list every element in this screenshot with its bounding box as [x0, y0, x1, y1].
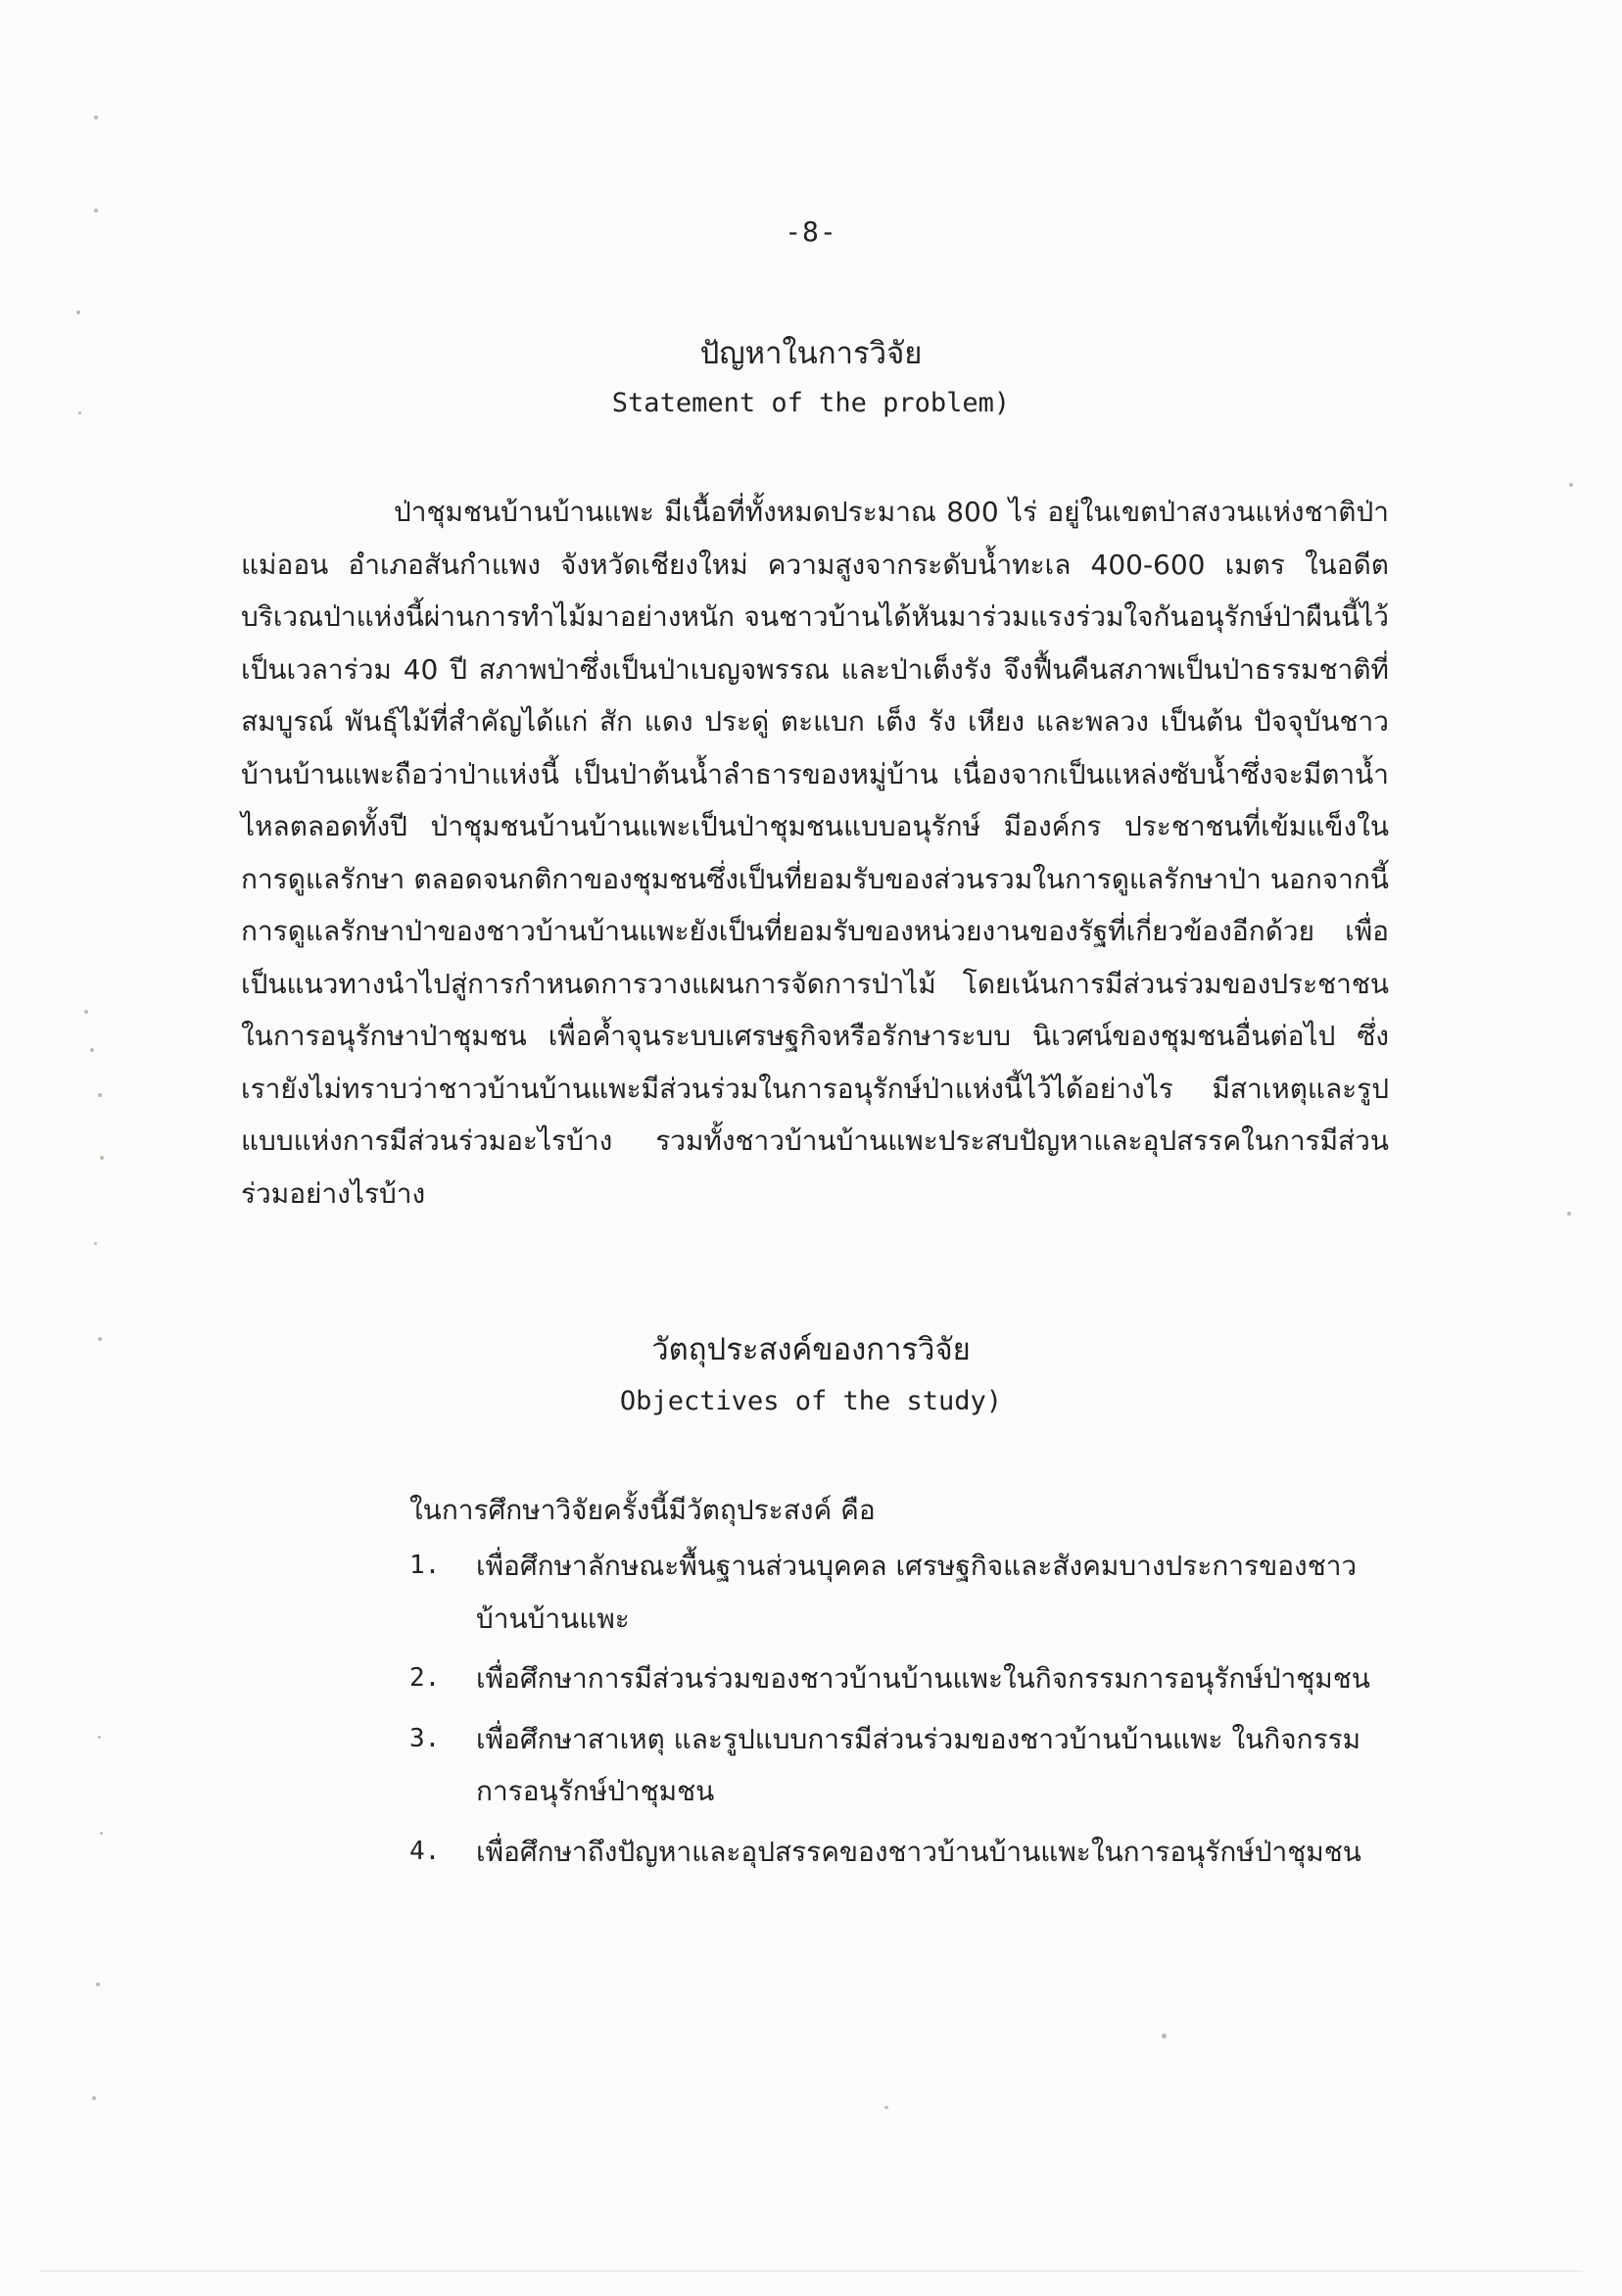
scan-speck — [92, 2096, 96, 2100]
scan-speck — [90, 1048, 94, 1052]
page-number: -8- — [785, 215, 837, 248]
scan-speck — [78, 411, 81, 414]
scan-speck — [1569, 483, 1573, 487]
objective-text: เพื่อศึกษาสาเหตุ และรูปแบบการมีส่วนร่วมของชาวบ้านบ้านแพะ ในกิจกรรมการอนุรักษ์ป่าชุมชน — [476, 1722, 1361, 1807]
scan-speck — [1567, 1212, 1571, 1216]
objective-item — [409, 1652, 1399, 1705]
scan-speck — [100, 1832, 103, 1835]
problem-statement-paragraph: ป่าชุมชนบ้านบ้านแพะ มีเนื้อที่ทั้งหมดประมาณ 800 ไร่ อยู่ในเขตป่าสงวนแห่งชาติป่าแม่ออน อำเภอสันกำแพง จังหวัดเชียงใหม่ ความสูงจากระดับน้ำทะเล 400-600 เมตร ในอดีตบริเวณป่าแห่งนี้ผ่านการทำไม้มาอย่างหนัก จนชาวบ้านได้หันมาร่วมแรงร่วมใจกันอนุรักษ์ป่าผืนนี้ไว้เป็นเวลาร่วม 40 ปี สภาพป่าซึ่งเป็นป่าเบญจพรรณ และป่าเต็งรัง จึงฟื้นคืนสภาพเป็นป่าธรรมชาติที่สมบูรณ์ พันธุ์ไม้ที่สำคัญได้แก่ สัก แดง ประดู่ ตะแบก เต็ง รัง เหียง และพลวง เป็นต้น ปัจจุบันชาวบ้านบ้านแพะถือว่าป่าแห่งนี้ เป็นป่าต้นน้ำลำธารของหมู่บ้าน เนื่องจากเป็นแหล่งซับน้ำซึ่งจะมีตาน้ำไหลตลอดทั้งปี ป่าชุมชนบ้านบ้านแพะเป็นป่าชุมชนแบบอนุรักษ์ มีองค์กร ประชาชนที่เข้มแข็งในการดูแลรักษา ตลอดจนกติกาของชุมชนซึ่งเป็นที่ยอมรับของส่วนรวมในการดูแลรักษาป่า นอกจากนี้การดูแลรักษาป่าของชาวบ้านบ้านแพะยังเป็นที่ยอมรับของหน่วยงานของรัฐที่เกี่ยวข้องอีกด้วย เพื่อเป็นแนวทางนำไปสู่การกำหนดการวางแผนการจัดการป่าไม้ โดยเน้นการมีส่วนร่วมของประชาชนในการอนุรักษาป่าชุมชน เพื่อค้ำจุนระบบเศรษฐกิจหรือรักษาระบบ นิเวศน์ของชุมชนอื่นต่อไป ซึ่งเรายังไม่ทราบว่าชาวบ้านบ้านแพะมีส่วนร่วมในการอนุรักษ์ป่าแห่งนี้ไว้ได้อย่างไร มีสาเหตุและรูปแบบแห่งการมีส่วนร่วมอะไรบ้าง รวมทั้งชาวบ้านบ้านแพะประสบปัญหาและอุปสรรคในการมีส่วนร่วมอย่างไรบ้าง — [241, 496, 1389, 1210]
objective-text: เพื่อศึกษาการมีส่วนร่วมของชาวบ้านบ้านแพะในกิจกรรมการอนุรักษ์ป่าชุมชน — [476, 1662, 1370, 1695]
scan-speck — [94, 209, 98, 213]
scan-speck — [100, 1156, 104, 1160]
objective-text: เพื่อศึกษาถึงปัญหาและอุปสรรคของชาวบ้านบ้านแพะในการอนุรักษ์ป่าชุมชน — [476, 1835, 1361, 1868]
section-title-problem-english: Statement of the problem) — [611, 388, 1011, 418]
scan-speck — [98, 1736, 101, 1739]
objectives-list — [409, 1540, 1399, 1886]
objective-item — [409, 1540, 1399, 1645]
section-title-objectives-thai: วัตถุประสงค์ของการวิจัย — [651, 1332, 971, 1367]
scan-speck — [94, 1242, 97, 1245]
objective-item — [409, 1826, 1399, 1879]
scan-edge-line — [39, 2271, 1583, 2272]
objectives-intro: ในการศึกษาวิจัยครั้งนี้มีวัตถุประสงค์ คือ — [409, 1494, 876, 1526]
scan-speck — [884, 2106, 888, 2109]
scan-speck — [98, 1337, 102, 1341]
scan-speck — [84, 1010, 88, 1014]
objective-item — [409, 1713, 1399, 1818]
section-title-objectives-english: Objectives of the study) — [619, 1386, 1003, 1416]
objective-number: 4. — [409, 1836, 441, 1866]
objective-text: เพื่อศึกษาลักษณะพื้นฐานส่วนบุคคล เศรษฐกิจและสังคมบางประการของชาวบ้านบ้านแพะ — [476, 1550, 1358, 1635]
objective-number: 3. — [409, 1723, 441, 1753]
scan-speck — [76, 311, 80, 314]
scan-speck — [1162, 2033, 1167, 2038]
objective-number: 1. — [409, 1551, 441, 1580]
scan-speck — [98, 1093, 102, 1097]
objective-number: 2. — [409, 1663, 441, 1693]
section-title-problem-thai: ปัญหาในการวิจัย — [699, 336, 923, 371]
scan-speck — [94, 116, 98, 120]
scan-speck — [96, 1983, 100, 1986]
